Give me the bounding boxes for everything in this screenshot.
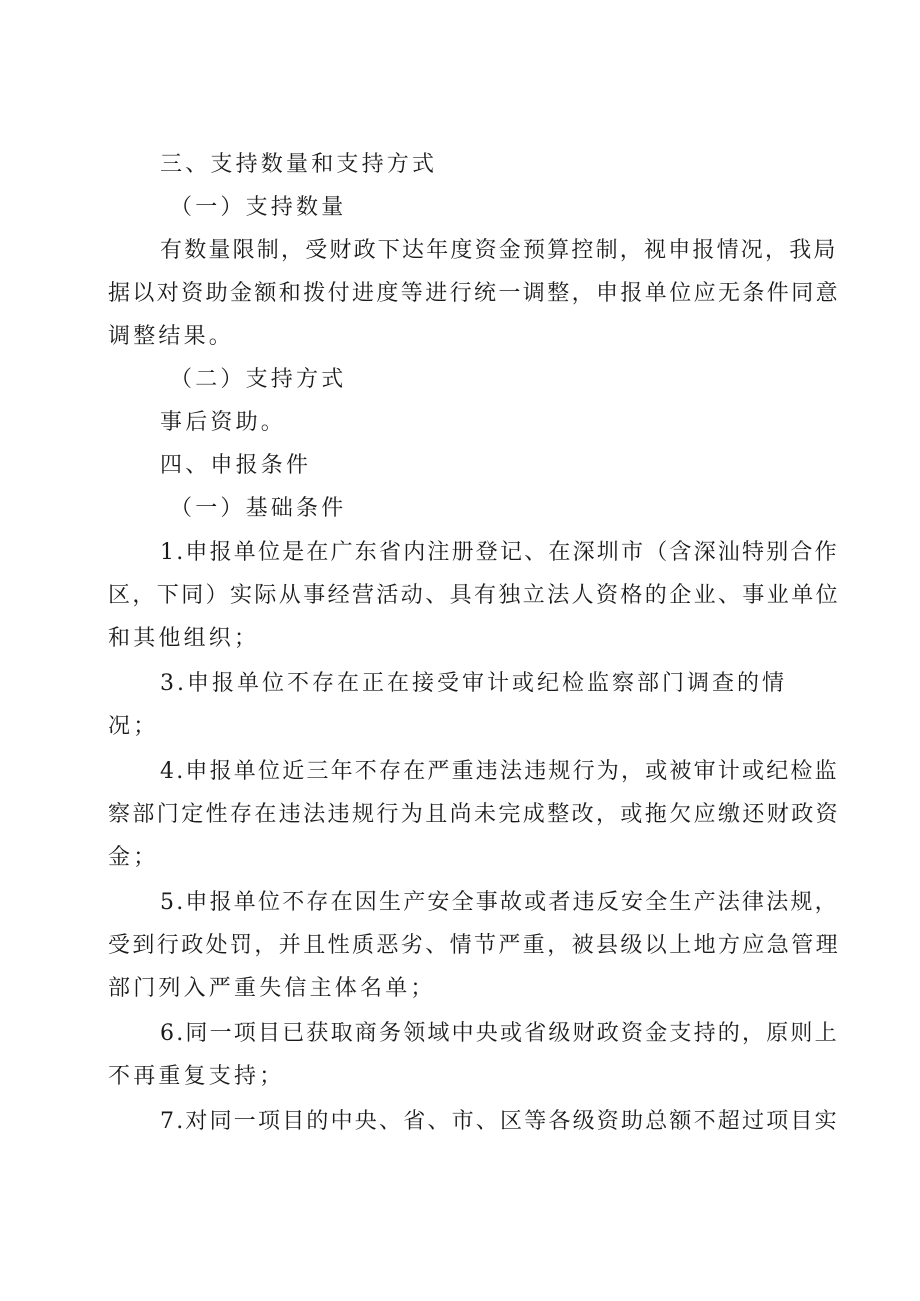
section-3-sub2-heading: （二）支持方式 (170, 367, 347, 392)
list-item-line: 况； (108, 714, 159, 739)
paragraph-line: 据以对资助金额和拨付进度等进行统一调整，申报单位应无条件同意 (108, 281, 841, 306)
list-item-number: 4 (160, 759, 177, 784)
list-item-line: 和其他组织； (108, 626, 260, 651)
list-item-line: 1.申报单位是在广东省内注册登记、在深圳市（含深汕特别合作 (160, 540, 839, 565)
list-item-line: 金； (108, 845, 159, 870)
list-item-number: 7 (160, 1109, 177, 1134)
section-4-heading: 四、申报条件 (160, 453, 312, 478)
list-item-line: 不再重复支持； (108, 1064, 285, 1089)
list-item-line: 4.申报单位近三年不存在严重违法违规行为，或被审计或纪检监 (160, 759, 839, 784)
list-item-line: 3.申报单位不存在正在接受审计或纪检监察部门调查的情 (160, 671, 787, 696)
list-item-line: 受到行政处罚，并且性质恶劣、情节严重，被县级以上地方应急管理 (108, 933, 841, 958)
list-item-line: 察部门定性存在违法违规行为且尚未完成整改，或拖欠应缴还财政资 (108, 802, 841, 827)
list-item-number: 3 (160, 671, 177, 696)
list-item-line: 5.申报单位不存在因生产安全事故或者违反安全生产法律法规， (160, 890, 839, 915)
list-item-number: 5 (160, 890, 177, 915)
paragraph-line: 调整结果。 (108, 324, 235, 349)
section-4-sub1-heading: （一）基础条件 (170, 496, 347, 521)
list-item-line: 区，下同）实际从事经营活动、具有独立法人资格的企业、事业单位 (108, 583, 841, 608)
section-3-heading: 三、支持数量和支持方式 (160, 152, 438, 177)
list-item-line: 7.对同一项目的中央、省、市、区等各级资助总额不超过项目实 (160, 1109, 839, 1134)
paragraph-line: 有数量限制，受财政下达年度资金预算控制，视申报情况，我局 (160, 238, 838, 263)
list-item-line: 部门列入严重失信主体名单； (108, 976, 436, 1001)
section-3-sub1-heading: （一）支持数量 (170, 195, 347, 220)
paragraph-line: 事后资助。 (160, 410, 287, 435)
list-item-number: 1. (160, 540, 186, 565)
list-item-number: 6 (160, 1021, 177, 1046)
list-item-line: 6.同一项目已获取商务领域中央或省级财政资金支持的，原则上 (160, 1021, 839, 1046)
